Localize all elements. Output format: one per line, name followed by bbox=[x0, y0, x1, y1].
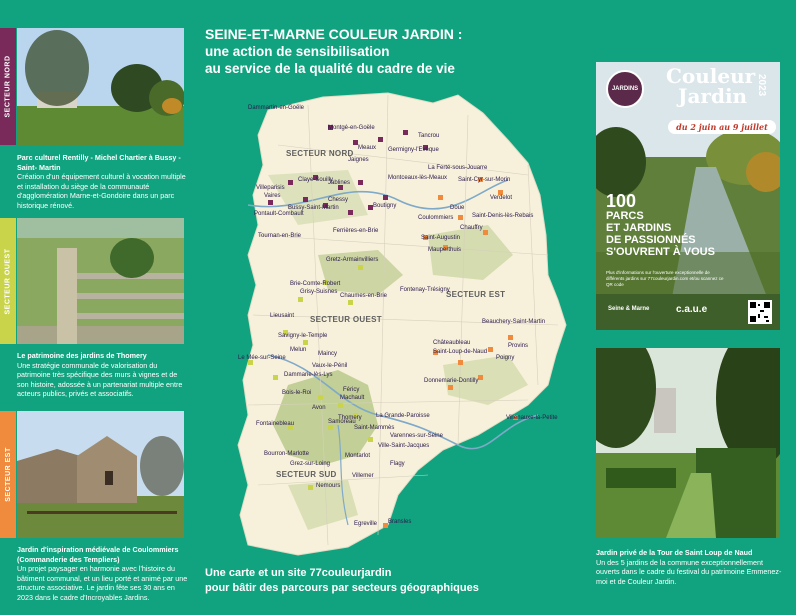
map-town: Féricy bbox=[343, 387, 360, 393]
footer-line-2: pour bâtir des parcours par secteurs géographiques bbox=[205, 582, 479, 594]
map-town: Le Mée-sur-Seine bbox=[238, 355, 286, 361]
photo-coulommiers-image bbox=[17, 411, 184, 538]
map-town: Chaumes-en-Brie bbox=[340, 293, 388, 299]
map-town: Poigny bbox=[496, 355, 515, 361]
map-town: Claye-Souilly bbox=[298, 177, 334, 183]
map-town: Beauchery-Saint-Martin bbox=[482, 319, 546, 325]
map-town: Montarlot bbox=[345, 453, 371, 459]
headline bbox=[205, 26, 505, 77]
map-town: La Ferté-sous-Jouarre bbox=[428, 165, 488, 171]
map-town: La Grande-Paroisse bbox=[376, 413, 430, 419]
map-town: Gretz-Armainvilliers bbox=[326, 257, 379, 263]
poster-title: Couleur Jardin bbox=[666, 64, 756, 108]
map-town: Boutigny bbox=[373, 203, 397, 209]
poster-dates: du 2 juin au 9 juillet bbox=[668, 120, 776, 134]
map-town: Pontault-Combault bbox=[254, 211, 304, 217]
map-town: Vaires bbox=[264, 193, 281, 199]
map-town: Saint-Denis-lès-Rebais bbox=[472, 213, 534, 219]
poster-couleur-jardin bbox=[596, 62, 780, 330]
map-town: Jablines bbox=[328, 180, 351, 186]
tab-secteur-est: SECTEUR EST bbox=[0, 411, 16, 538]
map-town: Germigny-l'Evêque bbox=[388, 147, 439, 153]
map-town: Saint-Mammès bbox=[354, 425, 395, 431]
map-town: Bransles bbox=[388, 519, 412, 525]
map-town: Villenauxe-la-Petite bbox=[506, 415, 558, 421]
caption-ouest bbox=[17, 351, 189, 399]
map-town: Villemer bbox=[352, 473, 374, 479]
tab-secteur-ouest: SECTEUR OUEST bbox=[0, 218, 16, 344]
map-town: Verdelot bbox=[490, 195, 513, 201]
map-town: Châteaubleau bbox=[433, 340, 471, 346]
caption-est-body: Un projet paysager en harmonie avec l'histoire du bâtiment communal, et un lieu porté et animé par une structure associative. Le jardin fête ses 30 ans en 2023 dans le cadre d'Incroyables Jardins. bbox=[17, 564, 188, 602]
caption-est-title: Jardin d'inspiration médiévale de Coulommiers (Commanderie des Templiers) bbox=[17, 545, 179, 564]
map-town: Dammarie-lès-Lys bbox=[284, 372, 333, 378]
map-town: Varennes-sur-Seine bbox=[390, 433, 443, 439]
map-town: Bourron-Marlotte bbox=[264, 451, 310, 457]
map-town: Brie-Comte-Robert bbox=[290, 281, 341, 287]
poster-logo-caue: c.a.u.e bbox=[676, 304, 708, 315]
map-town: Maincy bbox=[318, 351, 338, 357]
map-town: Jaignes bbox=[348, 157, 369, 163]
map-sector-ouest: SECTEUR OUEST bbox=[310, 315, 382, 324]
map-town: Thomery bbox=[338, 415, 362, 421]
map-town: Chauffry bbox=[460, 225, 483, 231]
caption-saint-loup-title: Jardin privé de la Tour de Saint Loup de Naud bbox=[596, 548, 753, 557]
footer-line-1: Une carte et un site 77couleurjardin bbox=[205, 567, 392, 579]
poster-headline: 100 PARCS ET JARDINS DE PASSIONNÉS S'OUVRENT À VOUS bbox=[606, 191, 715, 258]
map-town: Coulommiers bbox=[418, 215, 454, 221]
map-town: Lieusaint bbox=[270, 313, 295, 319]
map-town: Doue bbox=[450, 205, 465, 211]
map-town: Bussy-Saint-Martin bbox=[288, 205, 339, 211]
map-sector-sud: SECTEUR SUD bbox=[276, 470, 337, 479]
map-town: Meaux bbox=[358, 145, 377, 151]
caption-ouest-title: Le patrimoine des jardins de Thomery bbox=[17, 351, 147, 360]
map-town: Saint-Cyr-sur-Morin bbox=[458, 177, 511, 183]
map-town: Chessy bbox=[328, 197, 349, 203]
caption-nord-title: Parc culturel Rentilly - Michel Chartier à Bussy -Saint- Martin bbox=[17, 153, 181, 172]
caption-ouest-body: Une stratégie communale de valorisation du patrimoine très spécifique des murs à vignes et de son histoire, adossée à un partenariat multiple entre acteurs publics, privés et associatifs. bbox=[17, 360, 183, 398]
poster-small-text: Plus d'informations sur l'ouverture exceptionnelle de différents jardins sur 77couleurjardin.com et/ou scannez ce QR code bbox=[606, 270, 724, 287]
map-sector-nord: SECTEUR NORD bbox=[286, 149, 354, 158]
map-town: Mauperthuis bbox=[428, 247, 462, 253]
photo-rentilly-image bbox=[17, 28, 184, 145]
photo-saint-loup-de-naud bbox=[596, 348, 780, 538]
footer-text bbox=[205, 566, 505, 596]
map-town: Flagy bbox=[390, 461, 405, 467]
poster-logo-dept: Seine & Marne bbox=[608, 306, 650, 312]
poster-year: 2023 bbox=[756, 74, 767, 97]
caption-est bbox=[17, 545, 189, 602]
map-town: Avon bbox=[312, 405, 326, 411]
caption-saint-loup bbox=[596, 548, 786, 586]
map-town: Grisy-Suisnes bbox=[300, 289, 338, 295]
map-town: Nemours bbox=[316, 483, 341, 489]
map-town: Villeparisis bbox=[256, 185, 285, 191]
map-town: Montgé-en-Goële bbox=[328, 125, 375, 131]
map-town: Machault bbox=[340, 395, 365, 401]
map-town: Vaux-le-Pénil bbox=[312, 363, 348, 369]
map-town: Donnemarie-Dontilly bbox=[424, 378, 479, 384]
map-town: Egreville bbox=[354, 521, 378, 527]
photo-rentilly bbox=[17, 28, 184, 145]
photo-thomery bbox=[17, 218, 184, 344]
qr-code-icon bbox=[748, 300, 772, 324]
map-town: Tournan-en-Brie bbox=[258, 233, 302, 239]
map-town: Bois-le-Roi bbox=[282, 390, 312, 396]
map-town: Savigny-le-Temple bbox=[278, 333, 328, 339]
map-town: Saint-Augustin bbox=[421, 235, 461, 241]
poster-badge: JARDINS bbox=[606, 70, 644, 108]
caption-nord-body: Création d'un équipement culturel à vocation multiple et installation du siège de la communauté d'agglomération Marne-et-Gondoire dans un parc historique rénové. bbox=[17, 172, 186, 210]
photo-saint-loup-image bbox=[596, 348, 780, 538]
map-seine-et-marne bbox=[228, 85, 573, 560]
map-sector-est: SECTEUR EST bbox=[446, 290, 506, 299]
map-town: Saint-Loup-de-Naud bbox=[433, 349, 488, 355]
map-town: Provins bbox=[508, 343, 529, 349]
tab-secteur-nord: SECTEUR NORD bbox=[0, 28, 16, 145]
map-town: Tancrou bbox=[418, 133, 440, 139]
map-town: Grez-sur-Loing bbox=[290, 461, 331, 467]
map-town: Montceaux-lès-Meaux bbox=[388, 175, 448, 181]
headline-title: SEINE-ET-MARNE COULEUR JARDIN : bbox=[205, 26, 463, 42]
map-town: Ville-Saint-Jacques bbox=[378, 443, 430, 449]
caption-nord bbox=[17, 153, 189, 210]
map-town: Ferrières-en-Brie bbox=[333, 228, 379, 234]
map-town: Samoreau bbox=[328, 419, 356, 425]
caption-saint-loup-body: Un des 5 jardins de la commune exceptionnellement ouverts dans le cadre du festival du patrimoine Emmenez-moi et de Couleur Jardin. bbox=[596, 557, 782, 586]
photo-thomery-image bbox=[17, 218, 184, 344]
map-town: Dammartin-en-Goële bbox=[248, 105, 305, 111]
map-town: Melun bbox=[290, 347, 307, 353]
map-town: Fontenay-Trésigny bbox=[400, 287, 450, 293]
headline-line-3: au service de la qualité du cadre de vie bbox=[205, 61, 455, 76]
map-town: Fontainebleau bbox=[256, 421, 295, 427]
headline-line-2: une action de sensibilisation bbox=[205, 44, 390, 59]
photo-coulommiers bbox=[17, 411, 184, 538]
